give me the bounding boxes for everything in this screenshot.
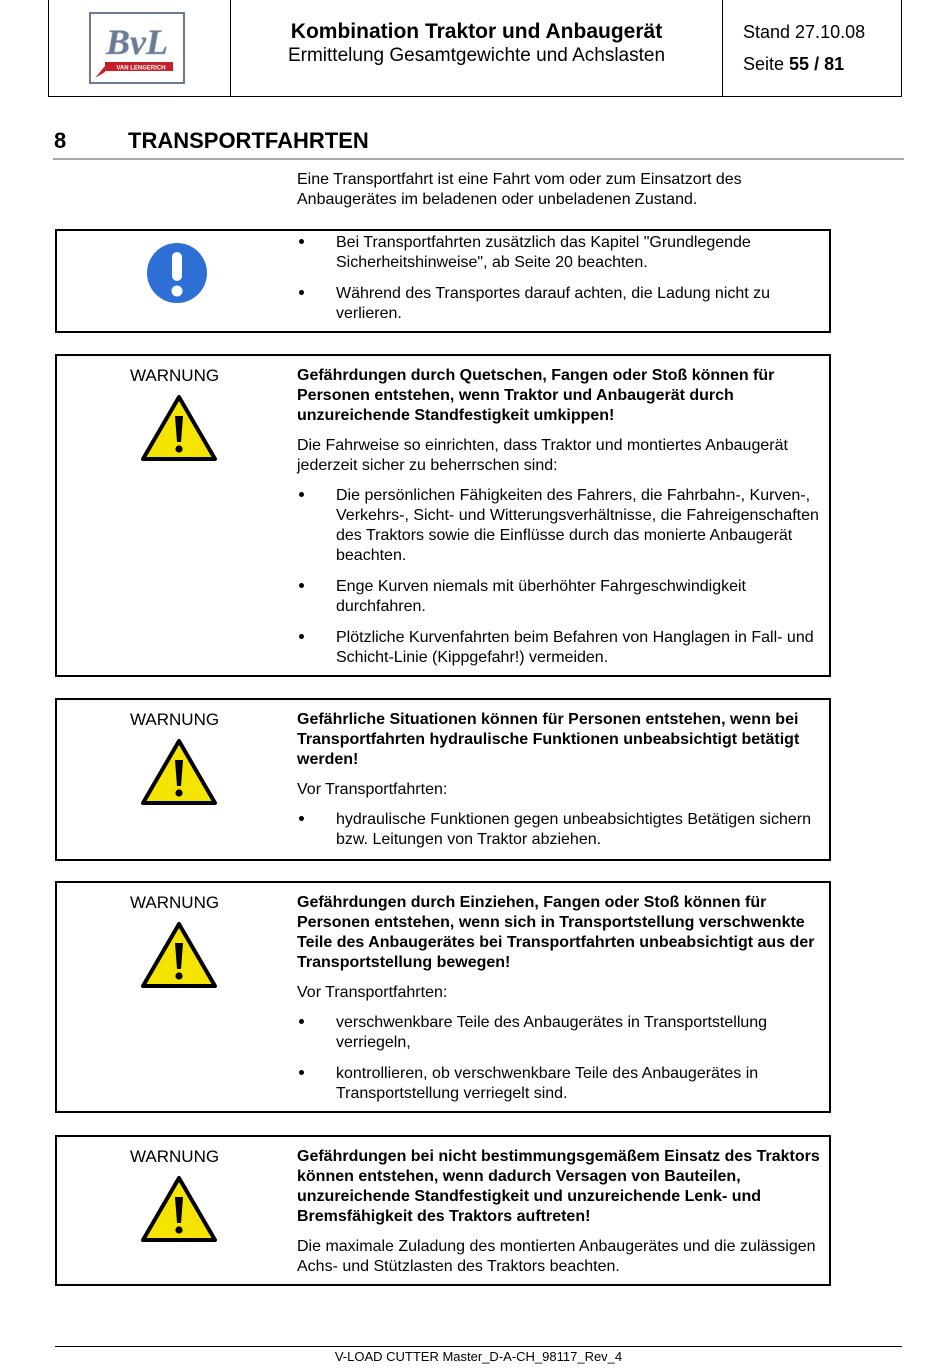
warning-text: Die Fahrweise so einrichten, dass Traktor und montiertes Anbaugerät jederzeit sicher zu beherrschen sind: (297, 437, 788, 474)
warning-label: WARNUNG (130, 893, 220, 912)
warning-box-3 (55, 881, 831, 1113)
list-item: Bei Transportfahrten zusätzlich das Kapitel "Grundlegende Sicherheitshinweise", ab Seite 20 beachten. (297, 233, 827, 273)
info-box (55, 229, 831, 333)
warning-headline: Gefährdungen durch Einziehen, Fangen oder Stoß können für Personen entstehen, wenn sich in Transportstellung verschwenkte Teile des Anbaugerätes bei Transportfahrten unbeabsichtigt aus der Transportstellung bewegen! (297, 894, 815, 971)
warning-content (297, 710, 827, 861)
bvl-logo (89, 12, 185, 84)
warning-triangle-icon (140, 1175, 218, 1243)
warning-text: Die maximale Zuladung des montierten Anbaugerätes und die zulässigen Achs- und Stützlasten des Traktors beachten. (297, 1238, 816, 1275)
warning-label: WARNUNG (130, 710, 220, 729)
doc-subtitle: Ermittelung Gesamtgewichte und Achslasten (287, 45, 666, 66)
warning-box-4 (55, 1135, 831, 1286)
warning-text: Vor Transportfahrten: (297, 984, 448, 1001)
section-title: TRANSPORTFAHRTEN (128, 128, 369, 153)
warning-headline: Gefährdungen durch Quetschen, Fangen oder Stoß können für Personen entstehen, wenn Traktor und Anbaugerät durch unzureichende Standfestigkeit umkippen! (297, 367, 775, 424)
intro-text: Eine Transportfahrt ist eine Fahrt vom oder zum Einsatzort des Anbaugerätes im beladenen oder unbeladenen Zustand. (297, 171, 742, 208)
header-meta-cell (723, 0, 901, 96)
warning-box-2 (55, 698, 831, 861)
page-sep: / (809, 54, 825, 74)
list-item: Enge Kurven niemals mit überhöhter Fahrgeschwindigkeit durchfahren. (297, 577, 827, 617)
warning-headline: Gefährdungen bei nicht bestimmungsgemäßem Einsatz des Traktors können entstehen, wenn dadurch Versagen von Bauteilen, unzureichende Standfestigkeit und unzureichende Lenk- und Bremsfähigkeit des Traktors auftreten! (297, 1148, 820, 1225)
warning-content (297, 893, 827, 1115)
exclamation-info-icon (146, 242, 208, 304)
warning-label: WARNUNG (130, 1147, 220, 1166)
list-item: Plötzliche Kurvenfahrten beim Befahren von Hanglagen in Fall- und Schicht-Linie (Kippgefahr!) vermeiden. (297, 628, 827, 668)
warning-content (297, 1147, 827, 1287)
list-item: Die persönlichen Fähigkeiten des Fahrers, die Fahrbahn-, Kurven-, Verkehrs-, Sicht- und Witterungsverhältnisse, die Fahreigenschaften des Traktors sowie die Einflüsse durch das monierte Anbaugerät beachten. (297, 486, 827, 566)
warning-headline: Gefährliche Situationen können für Personen entstehen, wenn bei Transportfahrten hydraulische Funktionen unbeabsichtigt betätigt werden! (297, 711, 800, 768)
info-content (297, 233, 827, 335)
page-footer: V-LOAD CUTTER Master_D-A-CH_98117_Rev_4 (55, 1346, 902, 1364)
logo-subtext: VAN LENGERICH (116, 65, 166, 72)
warning-label: WARNUNG (130, 366, 220, 385)
section-number: 8 (54, 128, 67, 153)
warning-box-1 (55, 354, 831, 677)
warning-text: Vor Transportfahrten: (297, 781, 448, 798)
warning-triangle-icon (140, 394, 218, 462)
section-heading (53, 126, 904, 160)
list-item: verschwenkbare Teile des Anbaugerätes in Transportstellung verriegeln, (297, 1013, 827, 1053)
warning-triangle-icon (140, 921, 218, 989)
page-number (743, 52, 901, 76)
warning-triangle-icon (140, 738, 218, 806)
stand-date: Stand 27.10.08 (743, 22, 866, 42)
page-current: 55 (789, 54, 810, 74)
page-prefix: Seite (743, 54, 790, 74)
logo-cell (49, 0, 231, 96)
list-item: kontrollieren, ob verschwenkbare Teile des Anbaugerätes in Transportstellung verriegelt sind. (297, 1064, 827, 1104)
page-total: 81 (824, 54, 845, 74)
header-title-cell (231, 0, 723, 96)
warning-content (297, 366, 827, 679)
doc-title: Kombination Traktor und Anbaugerät (290, 20, 663, 43)
list-item: Während des Transportes darauf achten, die Ladung nicht zu verlieren. (297, 284, 827, 324)
page-header (48, 0, 902, 97)
logo-text: BvL (106, 22, 168, 62)
list-item: hydraulische Funktionen gegen unbeabsichtigtes Betätigen sichern bzw. Leitungen von Traktor abziehen. (297, 810, 827, 850)
